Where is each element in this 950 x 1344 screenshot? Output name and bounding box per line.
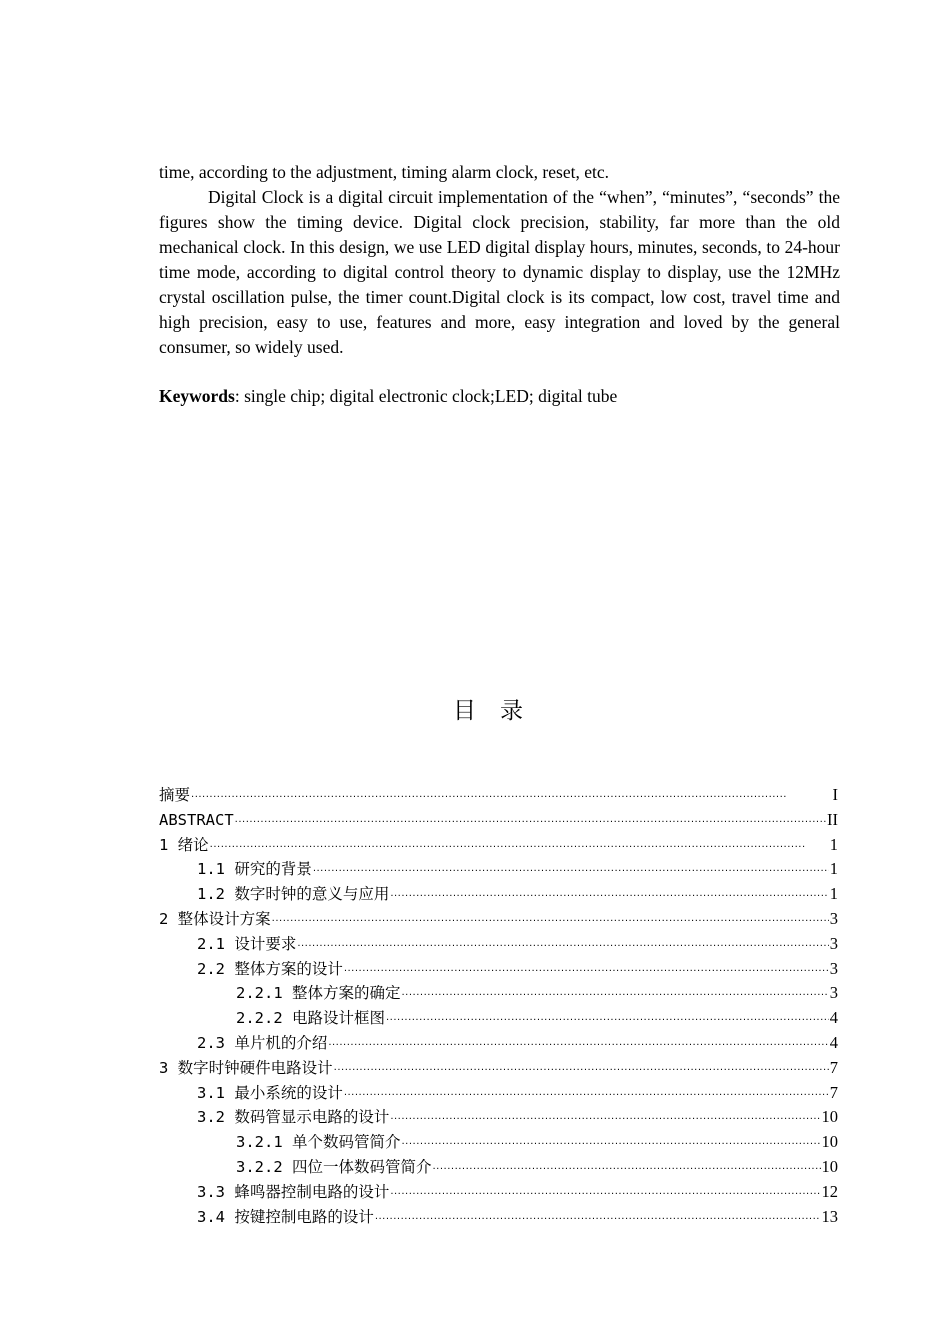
toc-entry[interactable] xyxy=(159,981,838,1006)
toc-leader-dots xyxy=(191,786,831,811)
toc-entry-page: 12 xyxy=(821,1181,838,1201)
toc-leader-dots xyxy=(272,910,829,935)
toc-entry-page: 7 xyxy=(829,1082,838,1102)
toc-entry-label: 2.3 单片机的介绍 xyxy=(197,1033,328,1052)
toc-entry-label: 2 整体设计方案 xyxy=(159,909,271,928)
toc-entry[interactable] xyxy=(159,808,838,833)
toc-entry-page: 1 xyxy=(829,884,838,904)
toc-entry[interactable] xyxy=(159,1105,838,1130)
toc-entry[interactable] xyxy=(159,1081,838,1106)
toc-entry-label: 3.2.2 四位一体数码管简介 xyxy=(236,1157,432,1176)
toc-entry-page: 1 xyxy=(829,834,838,854)
toc-entry-label: 3.2 数码管显示电路的设计 xyxy=(197,1108,390,1127)
toc-entry-page: II xyxy=(827,809,838,829)
toc-title: 目录 xyxy=(453,698,547,724)
toc-entry-label: 3.3 蜂鸣器控制电路的设计 xyxy=(197,1182,390,1201)
toc-leader-dots xyxy=(375,1208,821,1233)
table-of-contents xyxy=(159,783,838,1229)
toc-entry-page: 3 xyxy=(829,933,838,953)
toc-leader-dots xyxy=(402,984,829,1009)
toc-entry-label: 1 绪论 xyxy=(159,835,209,854)
toc-entry[interactable] xyxy=(159,907,838,932)
toc-entry[interactable] xyxy=(159,1155,838,1180)
toc-leader-dots xyxy=(235,811,826,836)
toc-entry[interactable] xyxy=(159,932,838,957)
toc-entry[interactable] xyxy=(159,1130,838,1155)
toc-entry-page: 3 xyxy=(829,908,838,928)
toc-entry-page: 4 xyxy=(829,1008,838,1028)
toc-entry[interactable] xyxy=(159,1205,838,1230)
toc-entry-page: 3 xyxy=(829,983,838,1003)
toc-leader-dots xyxy=(433,1158,821,1183)
keywords-label: Keywords xyxy=(159,386,235,406)
toc-entry-label: 2.1 设计要求 xyxy=(197,934,297,953)
toc-leader-dots xyxy=(390,1108,820,1133)
toc-leader-dots xyxy=(297,935,828,960)
toc-leader-dots xyxy=(390,885,828,910)
abstract-body xyxy=(159,160,840,360)
toc-entry-page: 10 xyxy=(821,1107,838,1127)
abstract-line: time, according to the adjustment, timing alarm clock, reset, etc. xyxy=(159,162,609,182)
toc-entry[interactable] xyxy=(159,957,838,982)
toc-entry-page: 7 xyxy=(829,1057,838,1077)
toc-entry-page: 10 xyxy=(821,1132,838,1152)
toc-entry-page: 4 xyxy=(829,1032,838,1052)
toc-entry-label: 2.2 整体方案的设计 xyxy=(197,959,343,978)
toc-leader-dots xyxy=(344,1084,829,1109)
toc-leader-dots xyxy=(402,1133,821,1158)
toc-entry-label: 3.1 最小系统的设计 xyxy=(197,1083,343,1102)
abstract-paragraph: Digital Clock is a digital circuit implementation of the “when”, “minutes”, “seconds” the figures show the timing device. Digital clock precision, stability, far more than the old mechanical clock. In this design, we use LED digital display hours, minutes, seconds, to 24-hour time mode, according to digital control theory to dynamic display to display, use the 12MHz crystal oscillation pulse, the timer count.Digital clock is its compact, low cost, travel time and high precision, easy to use, features and more, easy integration and loved by the general consumer, so widely used. xyxy=(159,187,840,357)
toc-entry[interactable] xyxy=(159,857,838,882)
toc-entry-label: 2.2.2 电路设计框图 xyxy=(236,1009,385,1028)
toc-entry-page: 13 xyxy=(821,1206,838,1226)
toc-leader-dots xyxy=(313,860,829,885)
toc-entry-page: 1 xyxy=(829,859,838,879)
toc-entry-label: 3 数字时钟硬件电路设计 xyxy=(159,1058,333,1077)
toc-entry-page: 3 xyxy=(829,958,838,978)
toc-entry[interactable] xyxy=(159,783,838,808)
toc-entry-label: 1.2 数字时钟的意义与应用 xyxy=(197,885,390,904)
toc-entry-label: 3.2.1 单个数码管简介 xyxy=(236,1133,401,1152)
toc-entry[interactable] xyxy=(159,1006,838,1031)
toc-entry-label: 3.4 按键控制电路的设计 xyxy=(197,1207,374,1226)
toc-leader-dots xyxy=(386,1009,829,1034)
toc-entry-page: 10 xyxy=(821,1156,838,1176)
toc-entry[interactable] xyxy=(159,1180,838,1205)
toc-entry[interactable] xyxy=(159,882,838,907)
toc-leader-dots xyxy=(344,960,829,985)
toc-entry[interactable] xyxy=(159,1031,838,1056)
toc-entry[interactable] xyxy=(159,1056,838,1081)
keywords xyxy=(159,384,840,409)
toc-leader-dots xyxy=(328,1034,828,1059)
toc-entry-label: 摘要 xyxy=(159,786,191,804)
toc-entry-page: I xyxy=(832,785,838,804)
toc-entry-label: ABSTRACT xyxy=(159,810,234,829)
toc-entry-label: 1.1 研究的背景 xyxy=(197,860,312,879)
toc-entry-label: 2.2.1 整体方案的确定 xyxy=(236,984,401,1003)
toc-leader-dots xyxy=(334,1059,829,1084)
toc-leader-dots xyxy=(390,1183,820,1208)
keywords-text: : single chip; digital electronic clock;LED; digital tube xyxy=(234,386,618,406)
toc-entry[interactable] xyxy=(159,833,838,858)
